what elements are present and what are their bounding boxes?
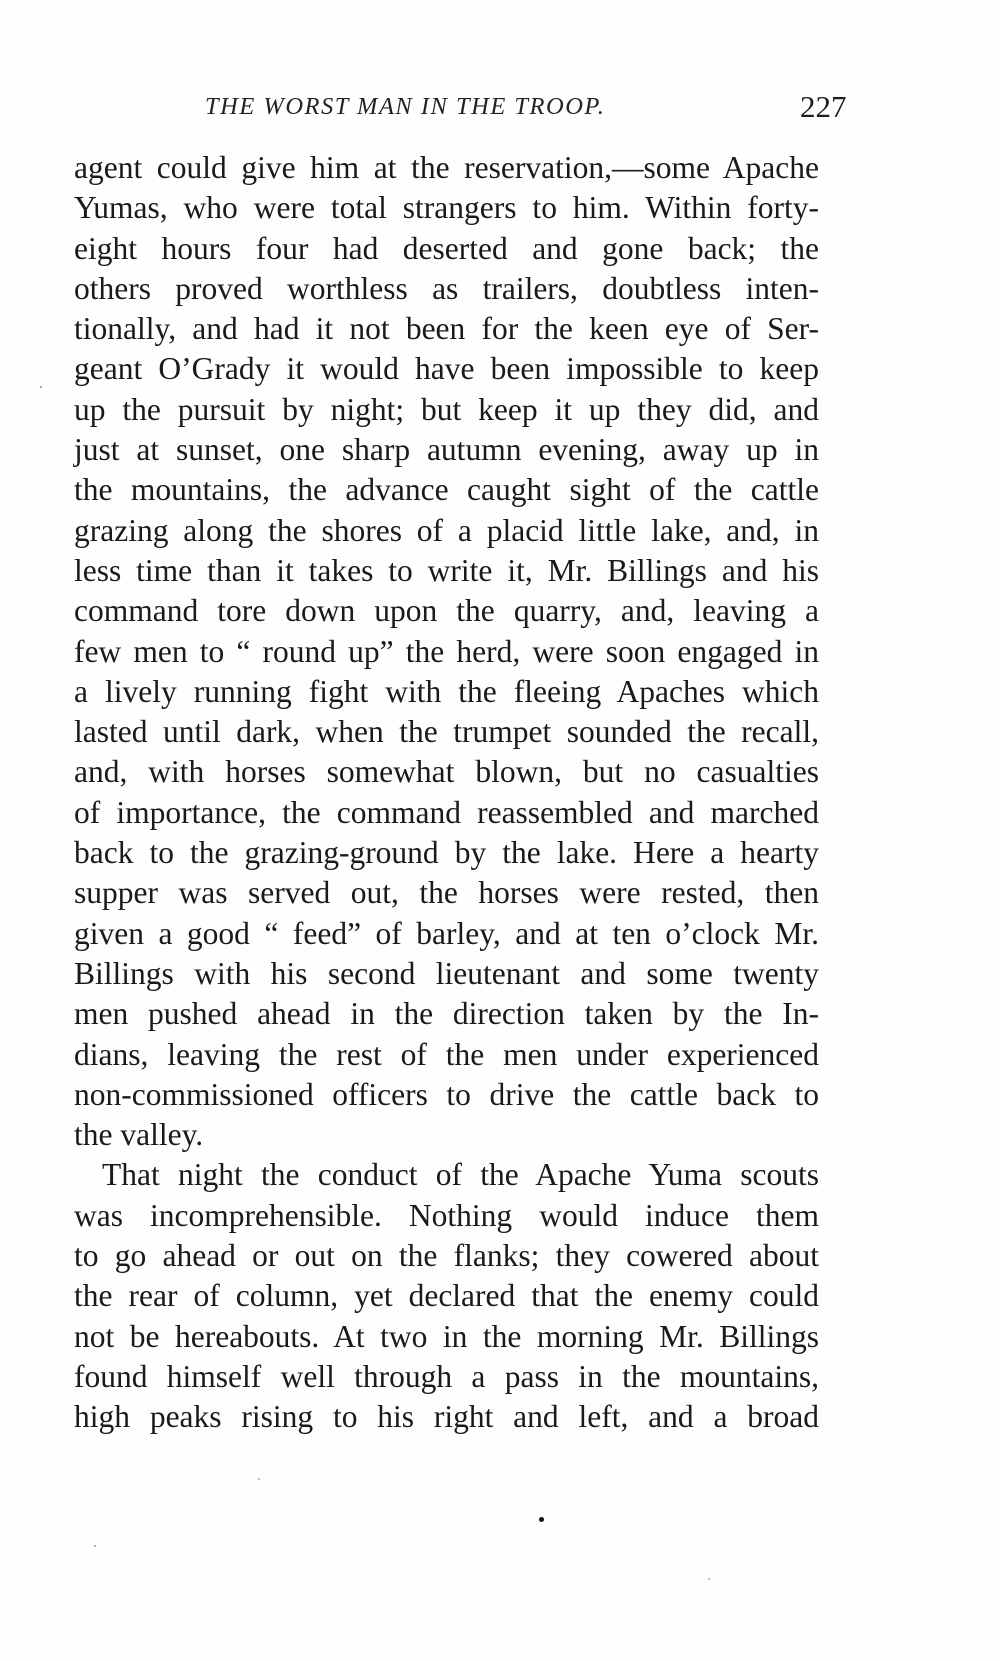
text-line: eight hours four had deserted and gone back; the <box>74 230 819 266</box>
text-line: few men to “ round up” the herd, were soon engaged in <box>74 633 819 669</box>
text-line: found himself well through a pass in the mountains, <box>74 1358 819 1394</box>
print-speck <box>258 1478 260 1480</box>
running-head-title: THE WORST MAN IN THE TROOP. <box>205 93 606 120</box>
text-line: non-commissioned officers to drive the cattle back to <box>74 1076 819 1112</box>
print-speck <box>94 1545 96 1547</box>
paragraph-end-line: the valley. <box>74 1117 204 1153</box>
text-line: tionally, and had it not been for the keen eye of Ser- <box>74 311 819 347</box>
paragraph-start-line: That night the conduct of the Apache Yuma scouts <box>102 1157 819 1193</box>
print-speck <box>40 386 42 388</box>
text-line: geant O’Grady it would have been impossible to keep <box>74 351 819 387</box>
text-line: back to the grazing-ground by the lake. Here a hearty <box>74 835 819 871</box>
text-line: Billings with his second lieutenant and some twenty <box>74 955 819 991</box>
body-text <box>74 148 819 1438</box>
text-line: the rear of column, yet declared that the enemy could <box>74 1278 819 1314</box>
print-speck <box>708 1578 710 1580</box>
text-line: supper was served out, the horses were rested, then <box>74 875 819 911</box>
text-line: of importance, the command reassembled and marched <box>74 794 819 830</box>
text-line: command tore down upon the quarry, and, leaving a <box>74 593 819 629</box>
text-line: dians, leaving the rest of the men under experienced <box>74 1036 819 1072</box>
text-line: a lively running fight with the fleeing Apaches which <box>74 673 819 709</box>
text-line: less time than it takes to write it, Mr. Billings and his <box>74 552 819 588</box>
text-line: up the pursuit by night; but keep it up they did, and <box>74 391 819 427</box>
text-line: given a good “ feed” of barley, and at ten o’clock Mr. <box>74 915 819 951</box>
text-line: and, with horses somewhat blown, but no casualties <box>74 754 819 790</box>
print-speck <box>539 1517 544 1522</box>
page-number: 227 <box>800 89 847 124</box>
text-line: not be hereabouts. At two in the morning Mr. Billings <box>74 1318 819 1354</box>
text-line: men pushed ahead in the direction taken by the In- <box>74 996 819 1032</box>
text-line: Yumas, who were total strangers to him. Within forty- <box>74 190 819 226</box>
text-line: grazing along the shores of a placid little lake, and, in <box>74 512 819 548</box>
text-line: just at sunset, one sharp autumn evening, away up in <box>74 432 819 468</box>
text-line: the mountains, the advance caught sight of the cattle <box>74 472 819 508</box>
text-line: high peaks rising to his right and left, and a broad <box>74 1399 819 1435</box>
text-line: lasted until dark, when the trumpet sounded the recall, <box>74 714 819 750</box>
text-line: others proved worthless as trailers, doubtless inten- <box>74 270 819 306</box>
text-line: to go ahead or out on the flanks; they cowered about <box>74 1238 819 1274</box>
text-line: agent could give him at the reservation,—some Apache <box>74 150 819 185</box>
text-line: was incomprehensible. Nothing would induce them <box>74 1197 819 1233</box>
